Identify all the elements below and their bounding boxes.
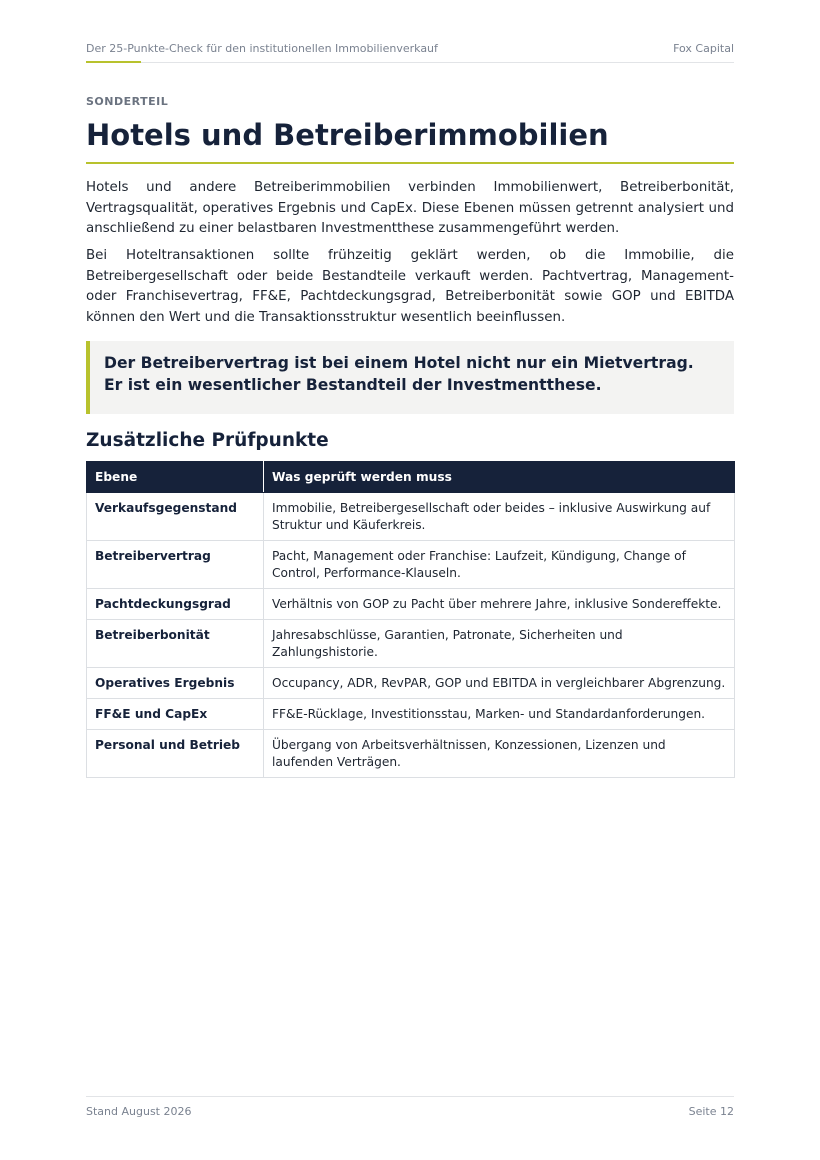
row-level: Betreibervertrag bbox=[87, 541, 264, 589]
row-level: FF&E und CapEx bbox=[87, 699, 264, 730]
table-row bbox=[87, 589, 735, 620]
row-level: Personal und Betrieb bbox=[87, 730, 264, 778]
row-description: Übergang von Arbeitsverhältnissen, Konzessionen, Lizenzen und laufenden Verträgen. bbox=[264, 730, 735, 778]
header-accent-bar bbox=[86, 61, 141, 63]
footer-date: Stand August 2026 bbox=[86, 1105, 192, 1118]
header-company-name: Fox Capital bbox=[673, 42, 734, 55]
header-divider bbox=[86, 62, 734, 63]
intro-paragraph: Hotels und andere Betreiberimmobilien verbinden Immobilienwert, Betreiberbonität, Vertragsqualität, operatives Ergebnis und CapEx. Diese Ebenen müssen getrennt analysiert und anschließend zu einer belastbaren Investmentthese zusammengeführt werden. bbox=[86, 180, 734, 236]
row-description: Occupancy, ADR, RevPAR, GOP und EBITDA in vergleichbarer Abgrenzung. bbox=[264, 668, 735, 699]
section-title: Zusätzliche Prüfpunkte bbox=[86, 430, 329, 451]
callout-text: Der Betreibervertrag ist bei einem Hotel nicht nur ein Mietvertrag. Er ist ein wesentlicher Bestandteil der Investmentthese. bbox=[104, 354, 694, 394]
section-kicker: SONDERTEIL bbox=[86, 95, 169, 108]
page-title: Hotels und Betreiberimmobilien bbox=[86, 118, 609, 152]
row-level: Betreiberbonität bbox=[87, 620, 264, 668]
row-level: Operatives Ergebnis bbox=[87, 668, 264, 699]
checkpoints-table bbox=[86, 461, 735, 778]
title-divider bbox=[86, 162, 734, 164]
row-description: Pacht, Management oder Franchise: Laufzeit, Kündigung, Change of Control, Performance-Klauseln. bbox=[264, 541, 735, 589]
page-header bbox=[86, 42, 734, 62]
table-row bbox=[87, 730, 735, 778]
row-description: Verhältnis von GOP zu Pacht über mehrere Jahre, inklusive Sondereffekte. bbox=[264, 589, 735, 620]
table-row bbox=[87, 541, 735, 589]
table-row bbox=[87, 493, 735, 541]
row-description: Jahresabschlüsse, Garantien, Patronate, Sicherheiten und Zahlungshistorie. bbox=[264, 620, 735, 668]
row-level: Pachtdeckungsgrad bbox=[87, 589, 264, 620]
page-footer bbox=[86, 1096, 734, 1121]
transaction-paragraph: Bei Hoteltransaktionen sollte frühzeitig geklärt werden, ob die Immobilie, die Betreibergesellschaft oder beide Bestandteile verkauft werden. Pachtvertrag, Management- oder Franchisevertrag, FF&E, Pachtdeckungsgrad, Betreiberbonität sowie GOP und EBITDA können den Wert und die Transaktionsstruktur wesentlich beeinflussen. bbox=[86, 248, 734, 325]
column-header-level: Ebene bbox=[87, 462, 264, 493]
row-level: Verkaufsgegenstand bbox=[87, 493, 264, 541]
row-description: FF&E-Rücklage, Investitionsstau, Marken- und Standardanforderungen. bbox=[264, 699, 735, 730]
table-row bbox=[87, 668, 735, 699]
table-row bbox=[87, 699, 735, 730]
row-description: Immobilie, Betreibergesellschaft oder beides – inklusive Auswirkung auf Struktur und Käuferkreis. bbox=[264, 493, 735, 541]
callout-box bbox=[86, 341, 734, 414]
table-header-row bbox=[87, 462, 735, 493]
table-row bbox=[87, 620, 735, 668]
page-number: Seite 12 bbox=[688, 1105, 734, 1118]
document-page bbox=[86, 0, 734, 1160]
column-header-check: Was geprüft werden muss bbox=[264, 462, 735, 493]
header-document-title: Der 25-Punkte-Check für den institutionellen Immobilienverkauf bbox=[86, 42, 438, 55]
